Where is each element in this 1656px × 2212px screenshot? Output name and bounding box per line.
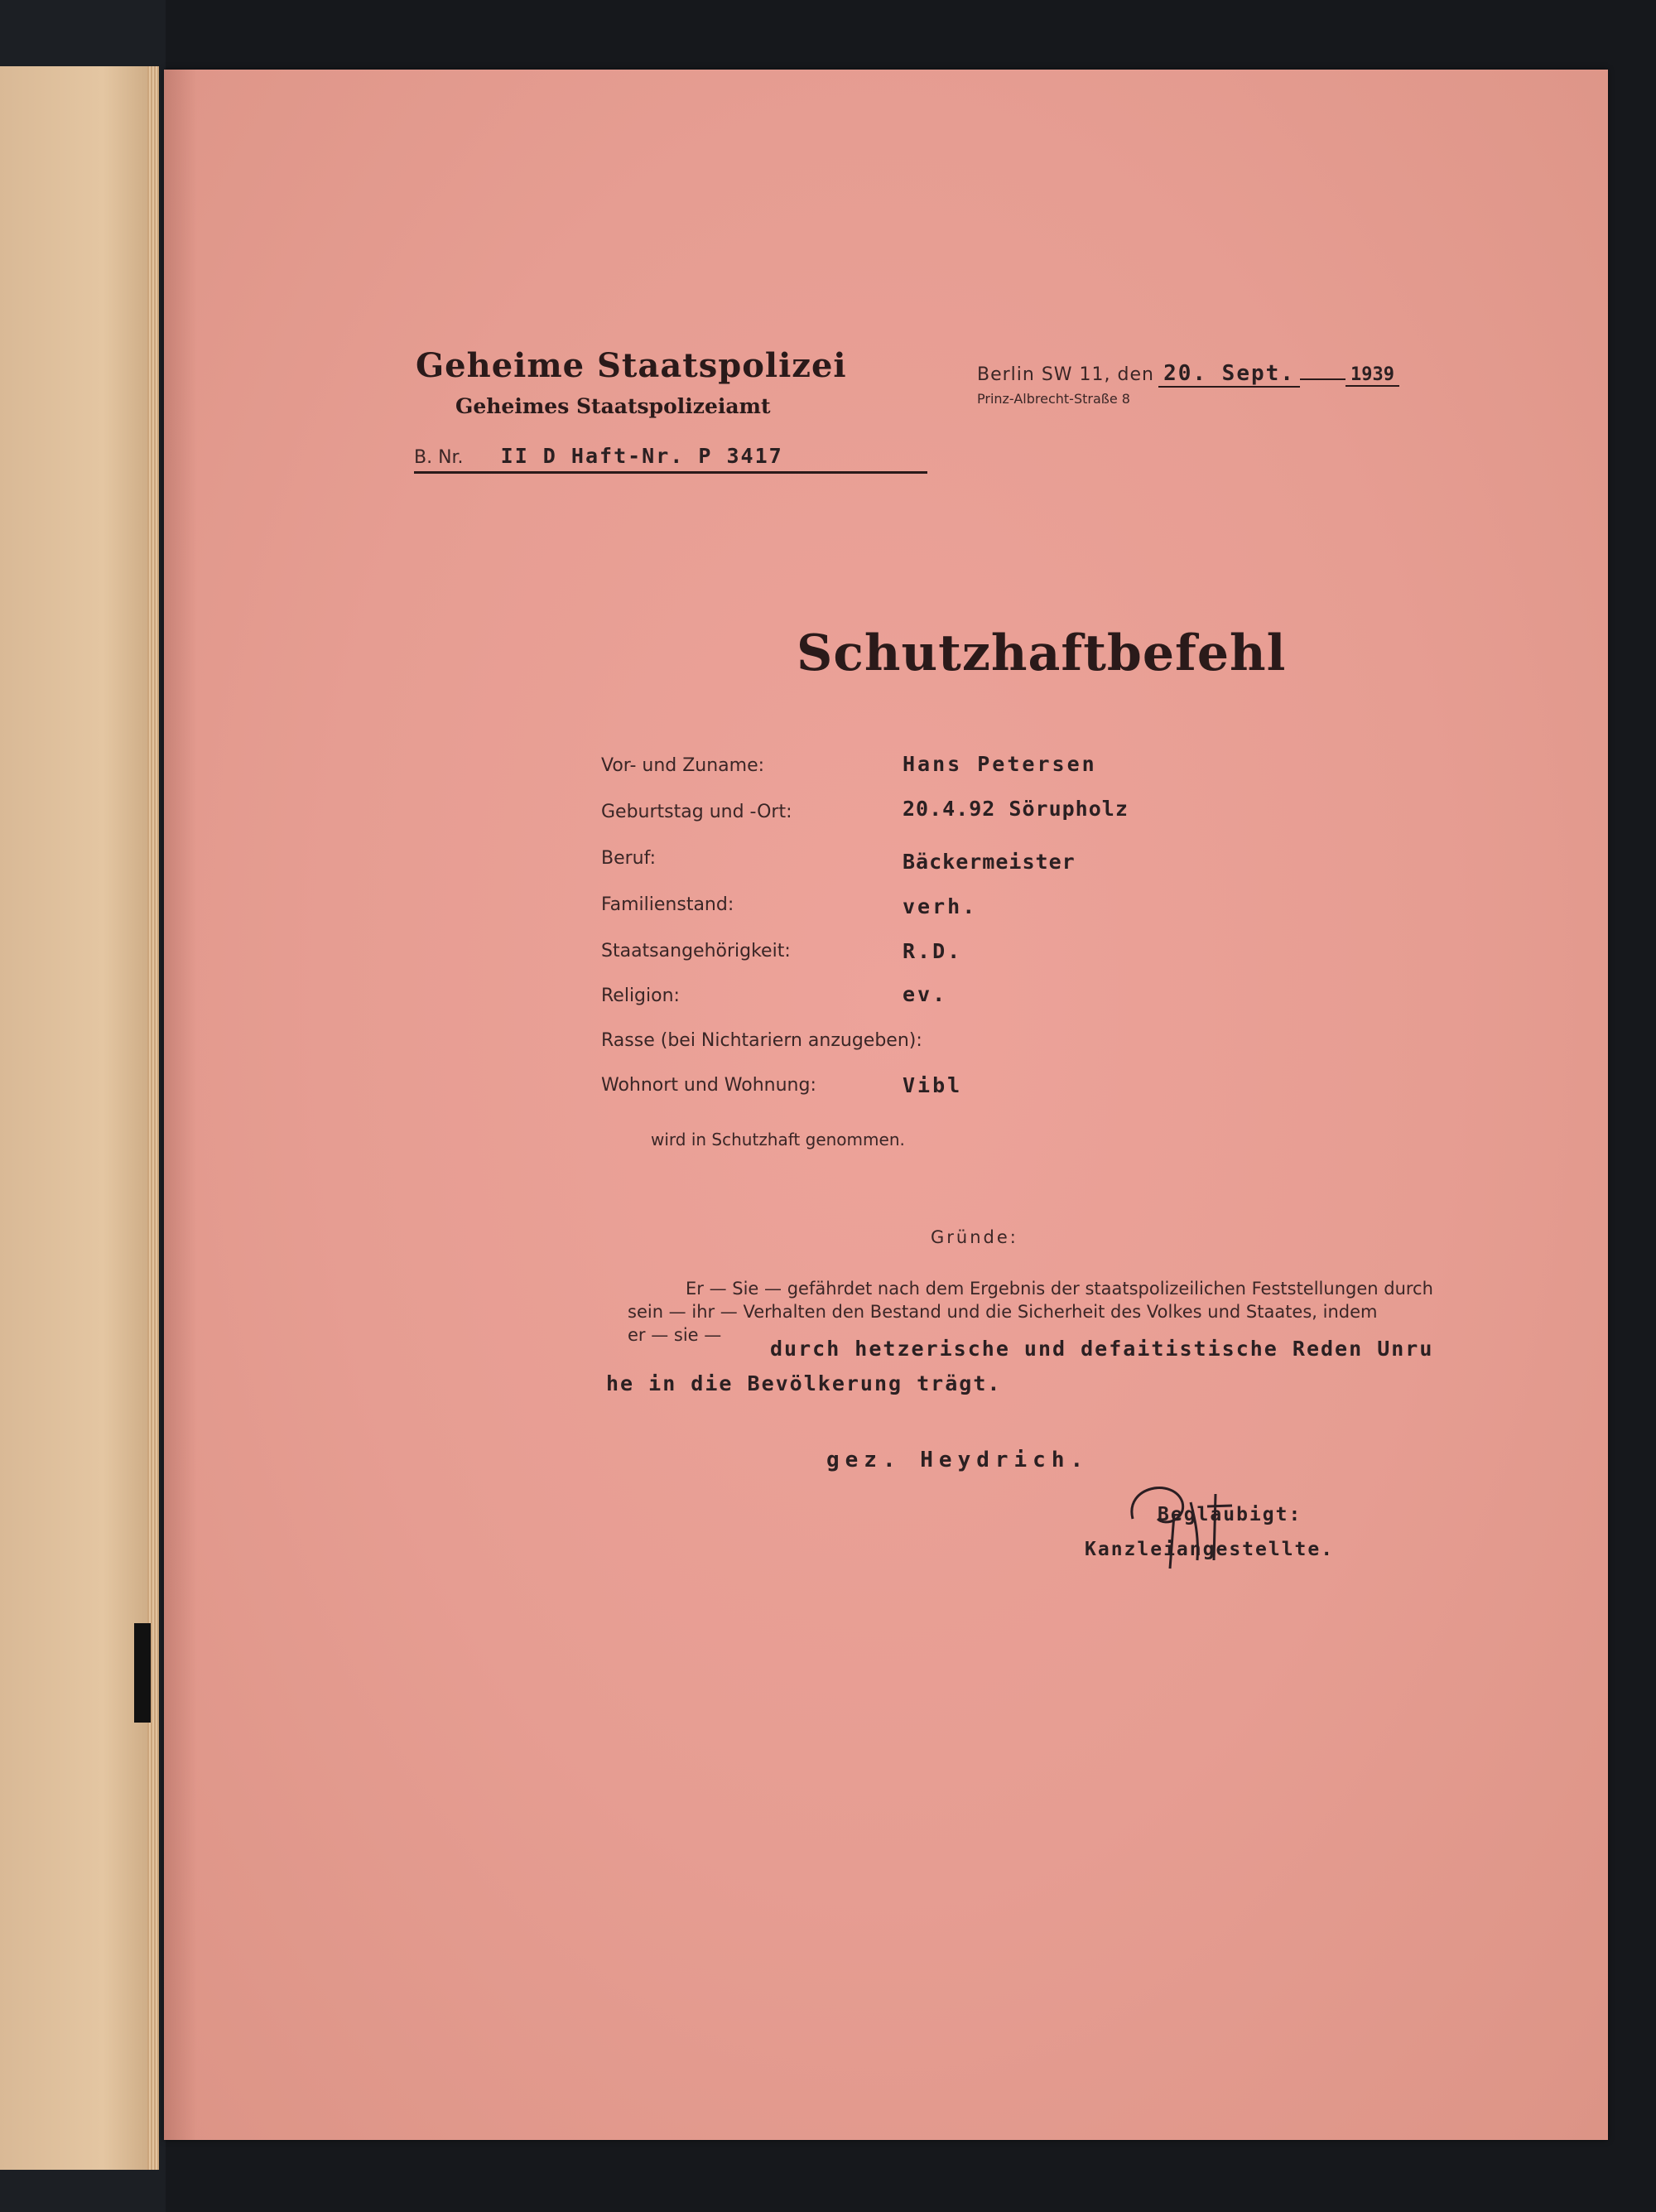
field-value-name: Hans Petersen [903, 752, 1097, 776]
field-value-nationality: R.D. [903, 939, 963, 963]
agency-name: Geheime Staatspolizei [416, 346, 847, 385]
spine-tab [134, 1623, 151, 1723]
certification-title: Kanzleiangestellte. [1085, 1539, 1335, 1560]
field-label-residence: Wohnort und Wohnung: [601, 1075, 816, 1096]
grounds-line-2: sein — ihr — Verhalten den Bestand und die Sicherheit des Volkes und Staates, indem [628, 1302, 1378, 1322]
grounds-line-1: Er — Sie — gefährdet nach dem Ergebnis der staatspolizeilichen Feststellungen durch [686, 1279, 1433, 1299]
field-label-religion: Religion: [601, 986, 680, 1006]
field-label-occupation: Beruf: [601, 848, 656, 869]
arrest-statement: wird in Schutzhaft genommen. [651, 1130, 905, 1149]
reference-line [414, 444, 927, 474]
certification-label: Beglaubigt: [1158, 1504, 1302, 1525]
office-street: Prinz-Albrecht-Straße 8 [977, 391, 1130, 407]
office-name: Geheimes Staatspolizeiamt [455, 394, 771, 418]
field-value-religion: ev. [903, 982, 948, 1006]
left-page-edge [0, 66, 149, 2170]
field-label-marital: Familienstand: [601, 894, 734, 915]
grounds-line-4-typed: he in die Bevölkerung trägt. [606, 1371, 1002, 1395]
field-value-residence: Vibl [903, 1073, 963, 1097]
grounds-heading: Gründe: [931, 1227, 1018, 1247]
document-title: Schutzhaftbefehl [797, 624, 1287, 682]
field-label-birth: Geburtstag und -Ort: [601, 802, 792, 822]
signature-typed: gez. Heydrich. [826, 1448, 1090, 1472]
date-year: 1939 [1346, 364, 1399, 387]
reference-number: II D Haft-Nr. P 3417 [500, 444, 783, 468]
grounds-line-3-prefix: er — sie — [628, 1325, 722, 1345]
document-page [164, 70, 1608, 2140]
handwritten-initials-icon [1108, 1469, 1273, 1577]
field-value-birth: 20.4.92 Sörupholz [903, 797, 1129, 821]
date-block [977, 361, 1399, 388]
field-value-marital: verh. [903, 894, 978, 918]
field-label-name: Vor- und Zuname: [601, 755, 765, 776]
field-label-race: Rasse (bei Nichtariern anzugeben): [601, 1030, 922, 1051]
grounds-line-3-typed: durch hetzerische und defaitistische Reden Unru [770, 1337, 1434, 1361]
date-value: 20. Sept. [1158, 361, 1300, 388]
field-label-nationality: Staatsangehörigkeit: [601, 941, 791, 961]
field-value-occupation: Bäckermeister [903, 850, 1076, 874]
date-city: Berlin SW 11, den [977, 364, 1154, 385]
reference-label: B. Nr. [414, 447, 464, 468]
